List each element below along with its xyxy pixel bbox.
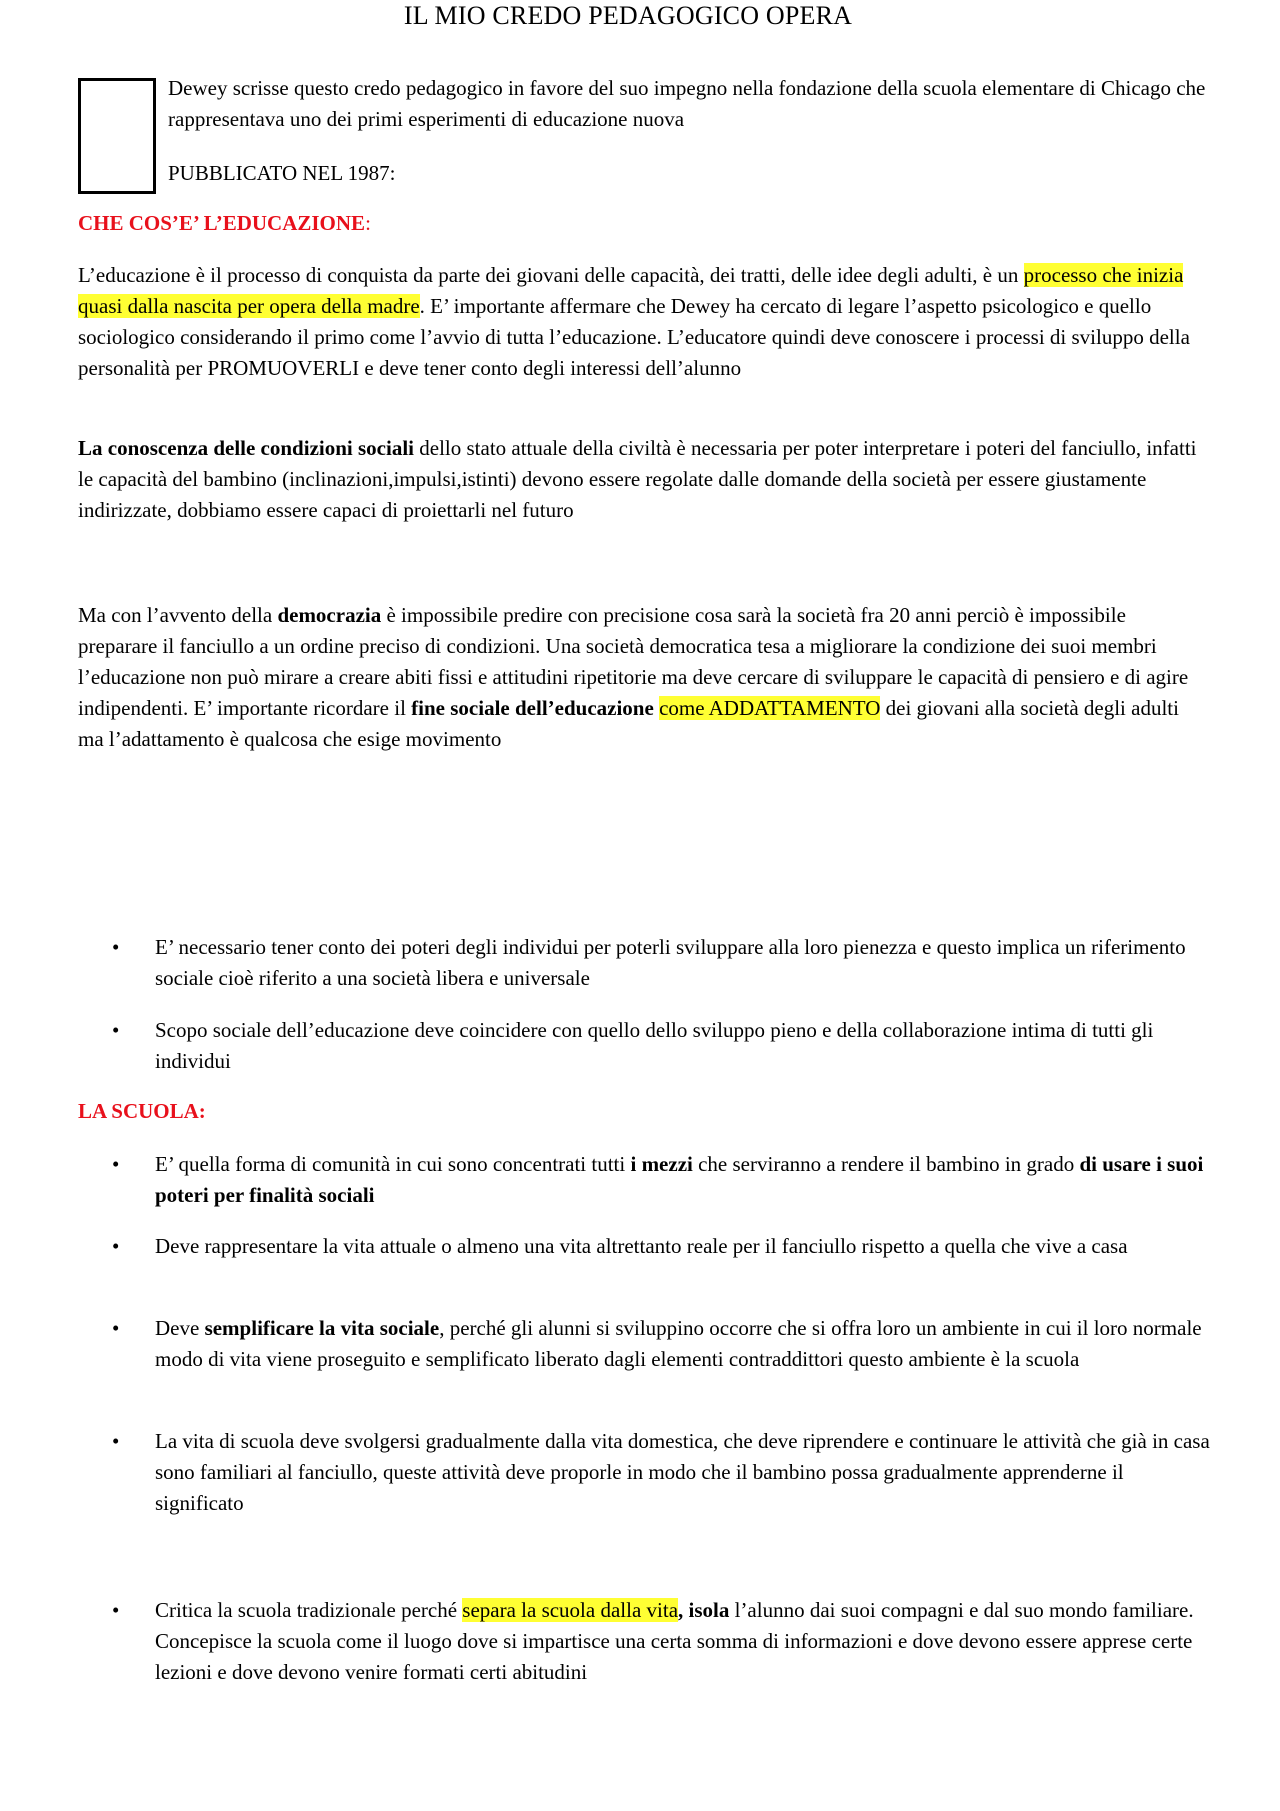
paragraph-education-definition: L’educazione è il processo di conquista da parte dei giovani delle capacità, dei tratti, delle idee degli adulti, è un processo che inizia quasi dalla nascita per opera della madre. E’ importante affermare che Dewey ha cercato di legare l’aspetto psicologico e quello sociologico considerando il primo come l’avvio di tutta l’educazione. L’educatore quindi deve conoscere i processi di sviluppo della personalità per PROMUOVERLI e deve tener conto degli interessi dell’alunno xyxy=(78,263,1190,380)
highlighted-text: come ADDATTAMENTO xyxy=(659,696,881,720)
image-frame-placeholder xyxy=(78,78,156,194)
bullet-icon: • xyxy=(112,1018,120,1042)
highlighted-text: processo che inizia quasi dalla nascita per opera della madre xyxy=(78,263,1184,318)
bullet-icon: • xyxy=(112,1234,120,1258)
bullet-icon: • xyxy=(112,1152,120,1176)
bullet-icon: • xyxy=(112,1316,120,1340)
section-heading-education: CHE COS’E’ L’EDUCAZIONE: xyxy=(78,211,371,235)
section-heading-school: LA SCUOLA: xyxy=(78,1099,206,1123)
document-page: IL MIO CREDO PEDAGOGICO OPERA Dewey scrisse questo credo pedagogico in favore del suo impegno nella fondazione della scuola elementare di Chicago che rappresentava uno dei primi esperimenti di educazione nuova PUBBLICATO NEL 1987: CHE COS’E’ L’EDUCAZIONE: L’educazione è il processo di conquista da parte dei giovani delle capacità, dei tratti, delle idee degli adulti, è un processo che inizia quasi dalla nascita per opera della madre. E’ importante affermare che Dewey ha cercato di legare l’aspetto psicologico e quello sociologico considerando il primo come l’avvio di tutta l’educazione. L’educatore quindi deve conoscere i processi di sviluppo della personalità per PROMUOVERLI e deve tener conto degli interessi dell’alunno La conoscenza delle condizioni sociali dello stato attuale della civiltà è necessaria per poter interpretare i poteri del fanciullo, infatti le capacità del bambino (inclinazioni,impulsi,istinti) devono essere regolate dalle domande della società per essere giustamente indirizzate, dobbiamo essere capaci di proiettarli nel futuro Ma con l’avvento della democrazia è impossibile predire con precisione cosa sarà la società fra 20 anni perciò è impossibile preparare il fanciullo a un ordine preciso di condizioni. Una società democratica tesa a migliorare la condizione dei suoi membri l’educazione non può mirare a creare abiti fissi e attitudini ripetitorie ma deve cercare di sviluppare le capacità di pensiero e di agire indipendenti. E’ importante ricordare il fine sociale dell’educazione come ADDATTAMENTO dei giovani alla società degli adulti ma l’adattamento è qualcosa che esige movimento • E’ necessario tener conto dei poteri degli individui per poterli sviluppare alla loro pienezza e questo implica un riferimento sociale cioè riferito a una società libera e universale • Scopo sociale dell’educazione deve coincidere con quello dello sviluppo pieno e della collaborazione intima di tutti gli individui LA SCUOLA: • E’ quella forma di comunità in cui sono concentrati tutti i mezzi che serviranno a rendere il bambino in grado di usare i suoi poteri per finalità sociali • Deve rappresentare la vita attuale o almeno una vita altrettanto reale per il fanciullo rispetto a quella che vive a casa • Deve semplificare la vita sociale, perché gli alunni si sviluppino occorre che si offra loro un ambiente in cui il loro normale modo di vita viene proseguito e semplificato liberato dagli elementi contraddittori questo ambiente è la scuola • La vita di scuola deve svolgersi gradualmente dalla vita domestica, che deve riprendere e continuare le attività che già in casa sono familiari al fanciullo, queste attività deve proporle in modo che il bambino possa gradualmente apprenderne il significato • Critica la scuola tradizionale perché separa la scuola dalla vita, isola l’alunno dai suoi compagni e dal suo mondo familiare. Concepisce la scuola come il luogo dove si impartisce una certa somma di informazioni e dove devono essere apprese certe lezioni e dove devono venire formati certi abitudini xyxy=(0,0,1280,1811)
paragraph-social-conditions: La conoscenza delle condizioni sociali dello stato attuale della civiltà è necessaria per poter interpretare i poteri del fanciullo, infatti le capacità del bambino (inclinazioni,impulsi,istinti) devono essere regolate dalle domande della società per essere giustamente indirizzate, dobbiamo essere capaci di proiettarli nel futuro xyxy=(78,436,1197,522)
published-line: PUBBLICATO NEL 1987: xyxy=(168,161,396,185)
bullet-icon: • xyxy=(112,935,120,959)
bullet-icon: • xyxy=(112,1429,120,1453)
intro-paragraph: Dewey scrisse questo credo pedagogico in favore del suo impegno nella fondazione della scuola elementare di Chicago che rappresentava uno dei primi esperimenti di educazione nuova xyxy=(168,76,1206,131)
page-title: IL MIO CREDO PEDAGOGICO OPERA xyxy=(403,1,853,30)
highlighted-text: separa la scuola dalla vita xyxy=(462,1598,679,1622)
paragraph-democracy: Ma con l’avvento della democrazia è impossibile predire con precisione cosa sarà la società fra 20 anni perciò è impossibile preparare il fanciullo a un ordine preciso di condizioni. Una società democratica tesa a migliorare la condizione dei suoi membri l’educazione non può mirare a creare abiti fissi e attitudini ripetitorie ma deve cercare di sviluppare le capacità di pensiero e di agire indipendenti. E’ importante ricordare il fine sociale dell’educazione come ADDATTAMENTO dei giovani alla società degli adulti ma l’adattamento è qualcosa che esige movimento xyxy=(78,603,1189,751)
bullet-icon: • xyxy=(112,1598,120,1622)
